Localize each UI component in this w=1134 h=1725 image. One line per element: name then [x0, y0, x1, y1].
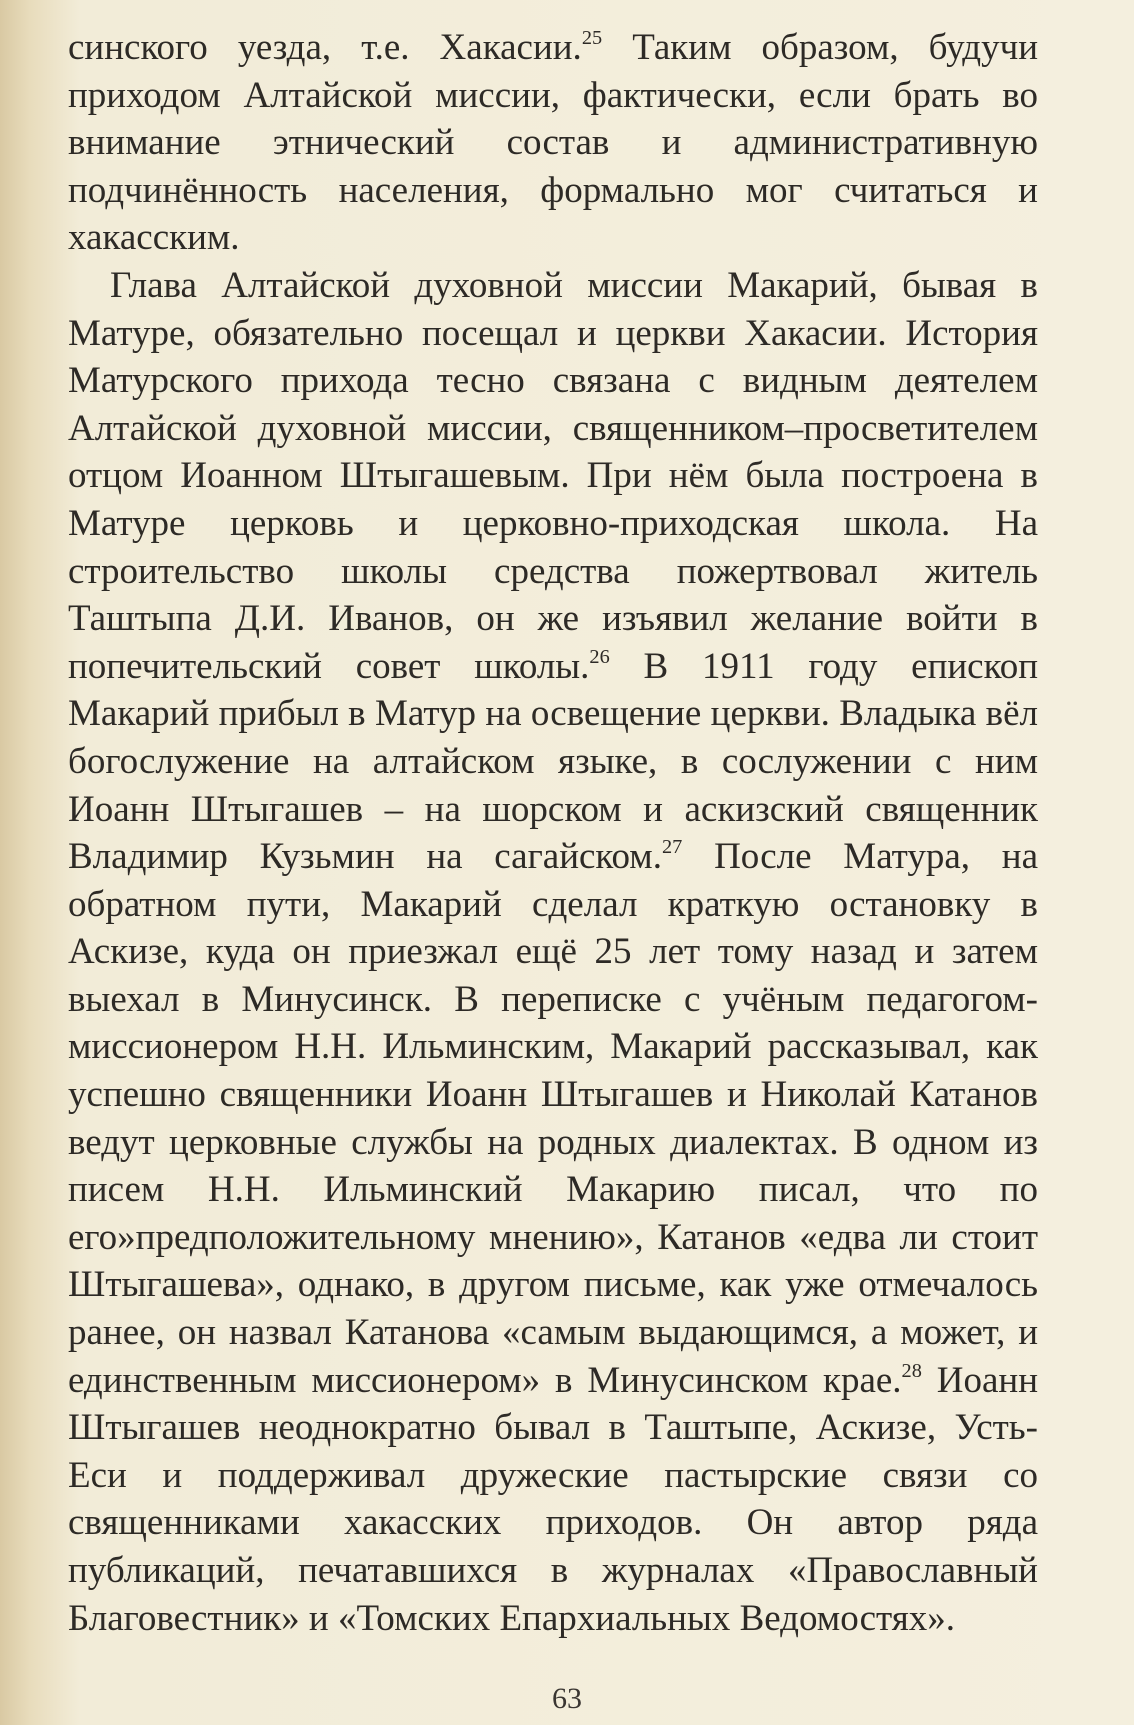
text-segment: Глава Алтайской духовной миссии Макарий, бывая в Матуре, обязательно посещал и церкви Хакасии. История Матурского прихода тесно связана с видным деятелем Алтайской духовной миссии, священником–просветителем отцом Иоанном Штыгашевым. При нём была построена в Матуре церковь и церковно-приходская школа. На строительство школы средства пожертвовал житель Таштыпа Д.И. Иванов, он же изъявил желание войти в попечительский совет школы.	[68, 264, 1038, 687]
text-segment: Иоанн Штыгашев неоднократно бывал в Таштыпе, Аскизе, Усть-Еси и поддерживал дружеские пастырские связи со священниками хакасских приходов. Он автор ряда публикаций, печатавшихся в журналах «Православный Благовестник» и «Томских Епархиальных Ведомостях».	[68, 1359, 1038, 1639]
page-number: 63	[552, 1682, 582, 1715]
text-segment: Таким образом, будучи приходом Алтайской миссии, фактически, если брать во внимание этнический состав и административную подчинённость населения, формально мог считаться и хакасским.	[68, 27, 1038, 259]
footnote-marker-28: 28	[901, 1359, 922, 1382]
paragraph-2	[68, 262, 1038, 1642]
text-segment: После Матура, на обратном пути, Макарий сделал краткую остановку в Аскизе, куда он приезжал ещё 25 лет тому назад и затем выехал в Минусинск. В переписке с учёным педагогом-миссионером Н.Н. Ильминским, Макарий рассказывал, как успешно священники Иоанн Штыгашев и Николай Катанов ведут церковные службы на родных диалектах. В одном из писем Н.Н. Ильминский Макарию писал, что по его»предположительному мнению», Катанов «едва ли стоит Штыгашева», однако, в другом письме, как уже отмечалось ранее, он назвал Катанова «самым выдающимся, а может, и единственным миссионером» в Минусинском крае.	[68, 836, 1038, 1401]
footnote-marker-25: 25	[581, 26, 603, 49]
footnote-marker-27: 27	[661, 835, 683, 858]
body-text	[68, 24, 1038, 1642]
footnote-marker-26: 26	[589, 645, 610, 668]
paragraph-1	[68, 24, 1038, 262]
text-segment: синского уезда, т.е. Хакасии.	[68, 27, 582, 68]
text-segment: В 1911 году епископ Макарий прибыл в Матур на освещение церкви. Владыка вёл богослужение на алтайском языке, в сослужении с ним Иоанн Штыгашев – на шорском и аскизский священник Владимир Кузьмин на сагайском.	[68, 645, 1038, 878]
